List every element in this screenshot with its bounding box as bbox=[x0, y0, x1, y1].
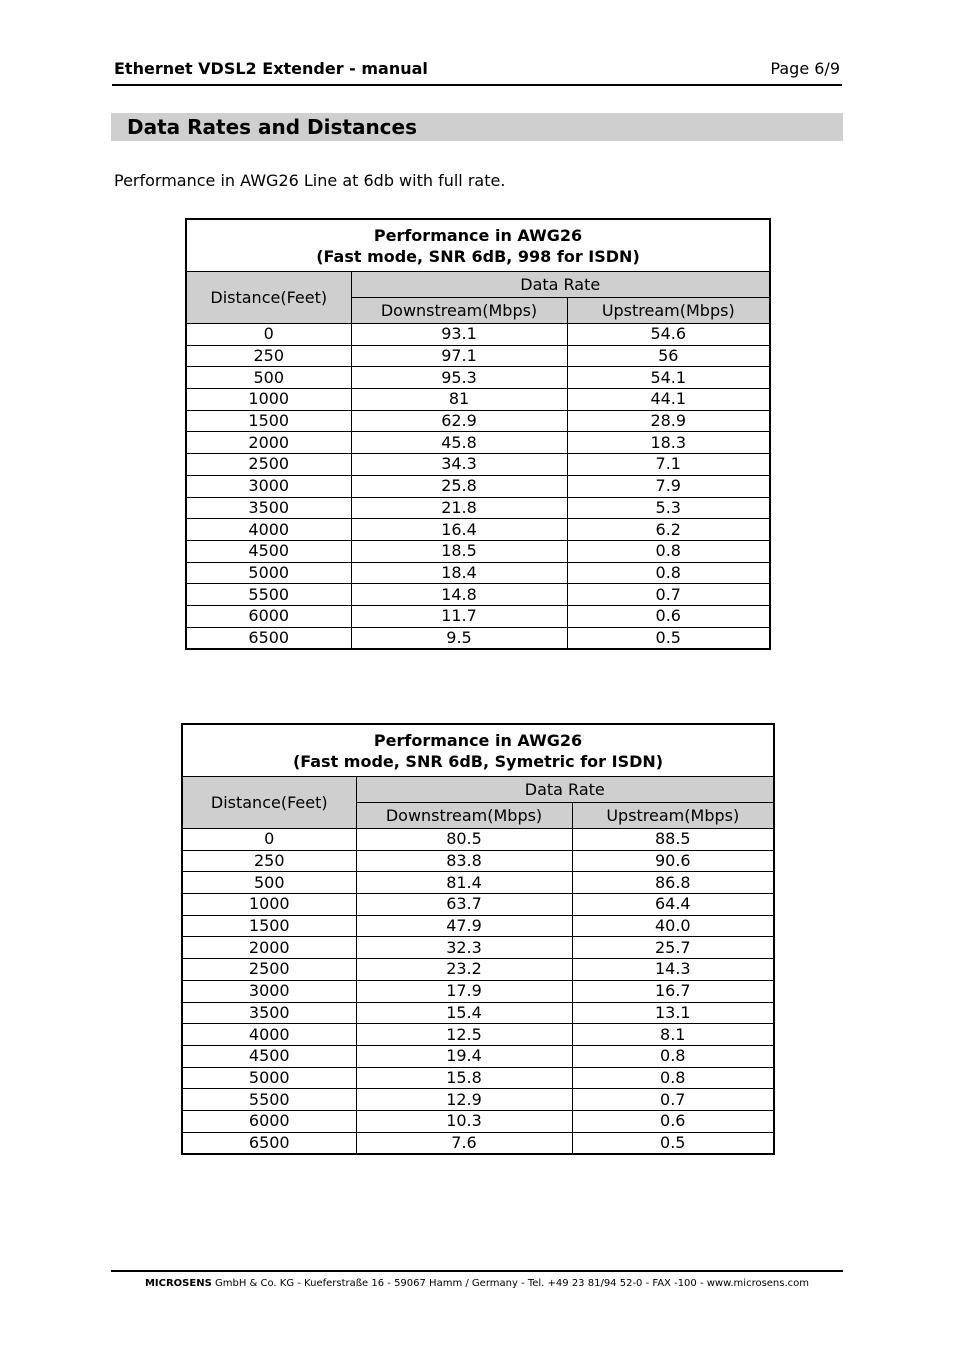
cell-distance: 1500 bbox=[182, 915, 356, 937]
header-downstream: Downstream(Mbps) bbox=[356, 803, 572, 829]
table-caption bbox=[186, 219, 770, 272]
table-caption-line2: (Fast mode, SNR 6dB, 998 for ISDN) bbox=[316, 246, 640, 266]
table-row bbox=[182, 1045, 774, 1067]
cell-distance: 4500 bbox=[182, 1045, 356, 1067]
table-row bbox=[186, 627, 770, 649]
table-row bbox=[186, 605, 770, 627]
cell-distance: 2500 bbox=[186, 454, 351, 476]
header-distance: Distance(Feet) bbox=[186, 272, 351, 324]
table-row bbox=[182, 980, 774, 1002]
cell-upstream: 16.7 bbox=[572, 980, 774, 1002]
cell-distance: 4000 bbox=[182, 1024, 356, 1046]
cell-downstream: 17.9 bbox=[356, 980, 572, 1002]
cell-downstream: 23.2 bbox=[356, 959, 572, 981]
cell-upstream: 18.3 bbox=[567, 432, 770, 454]
table-caption-line1: Performance in AWG26 bbox=[373, 225, 583, 245]
cell-upstream: 0.6 bbox=[572, 1110, 774, 1132]
cell-downstream: 80.5 bbox=[356, 829, 572, 851]
performance-table-symetric bbox=[181, 723, 775, 1155]
cell-distance: 5000 bbox=[182, 1067, 356, 1089]
table-row bbox=[186, 367, 770, 389]
cell-distance: 5500 bbox=[186, 584, 351, 606]
footer-address: GmbH & Co. KG - Kueferstraße 16 - 59067 Hamm / Germany - Tel. +49 23 81/94 52-0 - FAX -100 - www.microsens.com bbox=[211, 1278, 810, 1289]
cell-downstream: 63.7 bbox=[356, 894, 572, 916]
cell-upstream: 54.1 bbox=[567, 367, 770, 389]
footer-divider bbox=[111, 1270, 843, 1272]
table-row bbox=[182, 894, 774, 916]
cell-upstream: 86.8 bbox=[572, 872, 774, 894]
cell-distance: 2000 bbox=[186, 432, 351, 454]
cell-downstream: 93.1 bbox=[351, 324, 567, 346]
cell-downstream: 18.4 bbox=[351, 562, 567, 584]
cell-distance: 3500 bbox=[182, 1002, 356, 1024]
cell-downstream: 19.4 bbox=[356, 1045, 572, 1067]
cell-upstream: 0.7 bbox=[572, 1089, 774, 1111]
header-distance: Distance(Feet) bbox=[182, 777, 356, 829]
cell-downstream: 7.6 bbox=[356, 1132, 572, 1154]
cell-distance: 1000 bbox=[182, 894, 356, 916]
table-row bbox=[182, 915, 774, 937]
table-row bbox=[182, 959, 774, 981]
table-row bbox=[182, 1089, 774, 1111]
cell-distance: 6000 bbox=[186, 605, 351, 627]
cell-upstream: 0.8 bbox=[567, 540, 770, 562]
cell-downstream: 34.3 bbox=[351, 454, 567, 476]
cell-upstream: 0.8 bbox=[572, 1045, 774, 1067]
cell-downstream: 25.8 bbox=[351, 475, 567, 497]
cell-upstream: 0.5 bbox=[567, 627, 770, 649]
cell-downstream: 81 bbox=[351, 389, 567, 411]
page-number: Page 6/9 bbox=[770, 59, 840, 78]
cell-upstream: 14.3 bbox=[572, 959, 774, 981]
cell-distance: 2000 bbox=[182, 937, 356, 959]
table-row bbox=[186, 562, 770, 584]
cell-distance: 2500 bbox=[182, 959, 356, 981]
cell-upstream: 0.5 bbox=[572, 1132, 774, 1154]
table-row bbox=[182, 937, 774, 959]
table-caption-line2: (Fast mode, SNR 6dB, Symetric for ISDN) bbox=[292, 751, 664, 771]
table-row bbox=[186, 410, 770, 432]
cell-distance: 3000 bbox=[182, 980, 356, 1002]
cell-downstream: 32.3 bbox=[356, 937, 572, 959]
cell-distance: 3000 bbox=[186, 475, 351, 497]
cell-downstream: 21.8 bbox=[351, 497, 567, 519]
table-row bbox=[182, 872, 774, 894]
table-row bbox=[186, 432, 770, 454]
cell-distance: 6000 bbox=[182, 1110, 356, 1132]
cell-downstream: 45.8 bbox=[351, 432, 567, 454]
table-caption bbox=[182, 724, 774, 777]
cell-downstream: 16.4 bbox=[351, 519, 567, 541]
cell-upstream: 56 bbox=[567, 345, 770, 367]
cell-downstream: 15.4 bbox=[356, 1002, 572, 1024]
cell-upstream: 25.7 bbox=[572, 937, 774, 959]
cell-upstream: 0.8 bbox=[567, 562, 770, 584]
cell-downstream: 47.9 bbox=[356, 915, 572, 937]
cell-upstream: 8.1 bbox=[572, 1024, 774, 1046]
table-row bbox=[182, 1002, 774, 1024]
cell-downstream: 14.8 bbox=[351, 584, 567, 606]
cell-distance: 3500 bbox=[186, 497, 351, 519]
cell-downstream: 11.7 bbox=[351, 605, 567, 627]
footer-brand: MICROSENS bbox=[144, 1278, 212, 1289]
cell-distance: 500 bbox=[186, 367, 351, 389]
performance-table-998 bbox=[185, 218, 771, 650]
table-row bbox=[186, 475, 770, 497]
table-row bbox=[182, 1110, 774, 1132]
header-downstream: Downstream(Mbps) bbox=[351, 298, 567, 324]
table-row bbox=[186, 540, 770, 562]
cell-upstream: 64.4 bbox=[572, 894, 774, 916]
intro-text: Performance in AWG26 Line at 6db with full rate. bbox=[114, 171, 506, 190]
cell-distance: 4500 bbox=[186, 540, 351, 562]
cell-downstream: 62.9 bbox=[351, 410, 567, 432]
section-heading-bar bbox=[111, 113, 843, 141]
cell-distance: 250 bbox=[182, 850, 356, 872]
cell-downstream: 81.4 bbox=[356, 872, 572, 894]
cell-upstream: 28.9 bbox=[567, 410, 770, 432]
cell-distance: 0 bbox=[182, 829, 356, 851]
cell-downstream: 12.9 bbox=[356, 1089, 572, 1111]
page-footer bbox=[0, 1278, 954, 1289]
table-caption-line1: Performance in AWG26 bbox=[373, 730, 583, 750]
cell-downstream: 15.8 bbox=[356, 1067, 572, 1089]
cell-upstream: 0.6 bbox=[567, 605, 770, 627]
cell-upstream: 44.1 bbox=[567, 389, 770, 411]
table-row bbox=[182, 850, 774, 872]
cell-upstream: 6.2 bbox=[567, 519, 770, 541]
cell-upstream: 40.0 bbox=[572, 915, 774, 937]
cell-upstream: 7.1 bbox=[567, 454, 770, 476]
cell-upstream: 88.5 bbox=[572, 829, 774, 851]
table-row bbox=[186, 519, 770, 541]
header-data-rate: Data Rate bbox=[356, 777, 774, 803]
table-row bbox=[182, 1024, 774, 1046]
header-upstream: Upstream(Mbps) bbox=[572, 803, 774, 829]
cell-upstream: 5.3 bbox=[567, 497, 770, 519]
cell-distance: 5000 bbox=[186, 562, 351, 584]
cell-downstream: 10.3 bbox=[356, 1110, 572, 1132]
cell-distance: 0 bbox=[186, 324, 351, 346]
cell-distance: 6500 bbox=[186, 627, 351, 649]
cell-distance: 1000 bbox=[186, 389, 351, 411]
table-row bbox=[186, 324, 770, 346]
cell-upstream: 13.1 bbox=[572, 1002, 774, 1024]
cell-distance: 6500 bbox=[182, 1132, 356, 1154]
table-row bbox=[186, 345, 770, 367]
table-row bbox=[186, 584, 770, 606]
cell-upstream: 0.8 bbox=[572, 1067, 774, 1089]
table-row bbox=[182, 1067, 774, 1089]
section-title: Data Rates and Distances bbox=[127, 115, 417, 139]
cell-downstream: 97.1 bbox=[351, 345, 567, 367]
page-header bbox=[112, 57, 842, 86]
cell-distance: 4000 bbox=[186, 519, 351, 541]
table-row bbox=[186, 389, 770, 411]
cell-downstream: 12.5 bbox=[356, 1024, 572, 1046]
cell-upstream: 90.6 bbox=[572, 850, 774, 872]
table-row bbox=[182, 829, 774, 851]
cell-downstream: 9.5 bbox=[351, 627, 567, 649]
cell-upstream: 7.9 bbox=[567, 475, 770, 497]
header-upstream: Upstream(Mbps) bbox=[567, 298, 770, 324]
cell-downstream: 95.3 bbox=[351, 367, 567, 389]
document-title: Ethernet VDSL2 Extender - manual bbox=[114, 59, 428, 78]
cell-distance: 5500 bbox=[182, 1089, 356, 1111]
table-row bbox=[186, 454, 770, 476]
cell-downstream: 83.8 bbox=[356, 850, 572, 872]
table-row bbox=[186, 497, 770, 519]
cell-upstream: 0.7 bbox=[567, 584, 770, 606]
table-row bbox=[182, 1132, 774, 1154]
header-data-rate: Data Rate bbox=[351, 272, 770, 298]
cell-upstream: 54.6 bbox=[567, 324, 770, 346]
cell-downstream: 18.5 bbox=[351, 540, 567, 562]
cell-distance: 500 bbox=[182, 872, 356, 894]
cell-distance: 250 bbox=[186, 345, 351, 367]
cell-distance: 1500 bbox=[186, 410, 351, 432]
